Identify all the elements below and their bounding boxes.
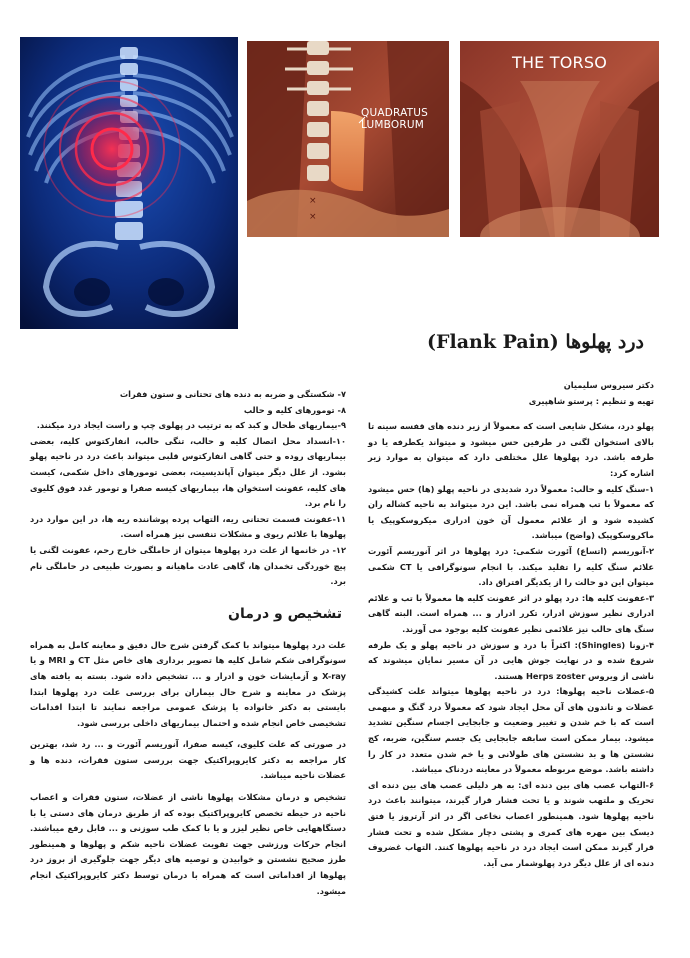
- label-line-2: LUMBORUM: [361, 119, 424, 131]
- svg-text:×: ×: [309, 196, 317, 206]
- cause-item-6: ۶-التهاب عصب های بین دنده ای: به هر دلیلی عصب های بین دنده ای تحریک و ملتهب شوند و یا تحت فشار قرار گیرند، میتوانند باعث درد ناحیه پهلوها شود. همینطور اعصاب نخاعی اگر در اثر آرتروز یا فتق دیسک بین مهره های کمری و پشتی دچار مشکل شده و تحت فشار قرار گیرند ممکن است ایجاد درد در ناحیه پهلوها کنند. التهاب غضروف دنده ای از علل دیگر درد پهلوشمار می آید.: [368, 779, 654, 868]
- diagnosis-paragraph-3: تشخیص و درمان مشکلات پهلوها ناشی از عضلات، ستون فقرات و اعصاب ناحیه در حیطه تخصص کایروپراکتیک بوده که از طریق درمان های دستی یا با دستگاههایی خاص نظیر لیزر و یا با کمک طب سوزنی و ... قابل رفع میباشند. انجام حرکات ورزشی جهت تقویت عضلات ناحیه شکم و پهلوها و همینطور طرز صحیح نشستن و خوابیدن و توصیه های دیگر جهت جلوگیری از بروز درد پهلوها از اقداماتی است که همراه با درمان توسط دکتر کایروپراکتیک انجام میشود.: [30, 792, 346, 896]
- section-heading: تشخیص و درمان: [228, 605, 342, 622]
- diagnosis-paragraph-2: در صورتی که علت کلیوی، کیسه صفرا، آنوریسم آئورت و ... رد شد، بهترین کار مراجعه به دکتر کایروپراکتیک جهت بررسی ستون فقرات، دنده ها و عضلات ناحیه میباشد.: [30, 739, 346, 781]
- cause-item-9: ۹-بیماریهای طحال و کبد که به ترتیب در پهلوی چپ و راست ایجاد درد میکنند.: [36, 420, 346, 431]
- cause-item-10: ۱۰-انسداد محل اتصال کلیه و حالب، تنگی حالب، انفارکتوس کلیه، بعضی بیماریهای روده و حتی گاهی انفارکتوس قلبی میتواند باعث درد در ناحیه پهلو بشود. از علل دیگر میتوان آپاندیسیت، بعضی تومورهای داخل شکمی، کیست های کلیه، عفونت استخوان ها، بیماریهای کیسه صفرا و تومور غدد فوق کلیوی را نام برد.: [30, 435, 346, 509]
- torso-label: THE TORSO: [511, 53, 608, 72]
- article-right-column: [368, 378, 654, 871]
- label-line-1: QUADRATUS: [361, 107, 429, 119]
- cause-item-4: ۴-زونا (Shingles): اکثراً با درد و سوزش در ناحیه پهلو و یک طرفه شروع شده و در نهایت جوش هایی در آن مسیر نمایان میشوند که ناشی از ویروس Herps zoster هستند.: [368, 639, 655, 681]
- cause-item-11: ۱۱-عفونت قسمت تحتانی ریه، التهاب پرده پوشاننده ریه ها، در این موارد درد پهلوها با علائم ریوی و مشکلات تنفسی نیز همراه است.: [30, 513, 346, 540]
- cause-item-2: ۲-آنوریسم (اتساع) آئورت شکمی: درد پهلوها در اثر آنوریسم آئورت علائم سنگ کلیه را تقلید میکند. با انجام سونوگرافی یا CT شکمی میتوان این دو حالت را از یکدیگر افتراق داد.: [368, 545, 654, 588]
- torso-image: [460, 41, 659, 237]
- cause-item-12: ۱۲- در خانمها از علت درد پهلوها میتوان از حاملگی خارج رحم، عفونت لگنی یا پیچ خوردگی تخمدان ها، گاهی عادت ماهیانه و بصورت طبیعی در حاملگی نام برد.: [30, 544, 346, 587]
- muscle-anatomy-icon: [247, 41, 449, 237]
- editor-line: تهیه و تنظیم : پرستو شاهپیری: [528, 395, 654, 406]
- article-left-column: [30, 387, 346, 899]
- article-title: درد پهلوها (Flank Pain): [426, 331, 644, 353]
- quadratus-lumborum-label: [361, 107, 447, 131]
- svg-text:×: ×: [309, 212, 317, 222]
- spine-xray-image: [20, 37, 238, 329]
- cause-item-7: ۷- شکستگی و ضربه به دنده های تحتانی و ستون فقرات: [119, 389, 346, 399]
- cause-item-5: ۵-عضلات ناحیه پهلوها: درد در ناحیه پهلوها میتواند علت کشیدگی عضلات و تاندون های آن محل ایجاد شود که معمولاً درد گنگ و مبهمی است که با خم شدن و تغییر وضعیت و جابجایی اجسام سنگین تشدید میشود. بیمار ممکن است سابقه جابجایی یک جسم سنگین، ضربه، کج نشستن ها و بد نشستن های طولانی و یا خم شدن متعدد در کار را داشته باشد. موضع مربوطه معمولاً در معاینه دردناک میباشد.: [368, 686, 654, 775]
- diagnosis-paragraph-1: علت درد پهلوها میتواند با کمک گرفتن شرح حال دقیق و معاینه کامل به همراه سونوگرافی شکم شامل کلیه ها تصویر برداری های خاص مثل CT و MRI و یا X-ray و آزمایشات خون و ادرار و ... تشخیص داده شود. بسته به یافته های پزشک در معاینه و شرح حال بیماران برای بررسی علت درد پهلوها ابتدا بایستی به دکتر خانواده یا پزشک عمومی مراجعه نمایند تا ابتدا اقدامات تشخیصی خاص انجام شده و احتمال بیماریهای داخلی بررسی شود.: [30, 639, 346, 728]
- cause-item-8: ۸- تومورهای کلیه و حالب: [243, 404, 346, 415]
- quadratus-lumborum-image: [247, 41, 449, 237]
- cause-item-1: ۱-سنگ کلیه و حالب: معمولاً درد شدیدی در ناحیه پهلو (ها) حس میشود که معمولاً با تب همراه نمی باشد. این درد میتواند به ناحیه کشاله ران کشیده شود و از علائم معمول آن خون ادراری میکروسکوپیک یا ماکروسکوپیک (واضح) میباشد.: [368, 483, 654, 541]
- author-line: دکتر سیروس سلیمیان: [563, 380, 654, 390]
- cause-item-3: ۳-عفونت کلیه ها: درد پهلو در اثر عفونت کلیه ها معمولاً با تب و علائم ادراری نظیر سوزش ادرار، تکرر ادرار و ... همراه است. البته گاهی سنگ های حالب نیز علائمی نظیر عفونت کلیه بوجود می آورند.: [368, 592, 654, 634]
- intro-paragraph: پهلو درد، مشکل شایعی است که معمولاً از زیر دنده های قفسه سینه تا بالای استخوان لگنی در طرفین حس میشود و میتواند یکطرفه یا دو طرفه باشد. درد پهلوها علل مختلفی دارد که میتوان به موارد زیر اشاره کرد:: [368, 421, 654, 478]
- spine-xray-icon: [20, 37, 238, 329]
